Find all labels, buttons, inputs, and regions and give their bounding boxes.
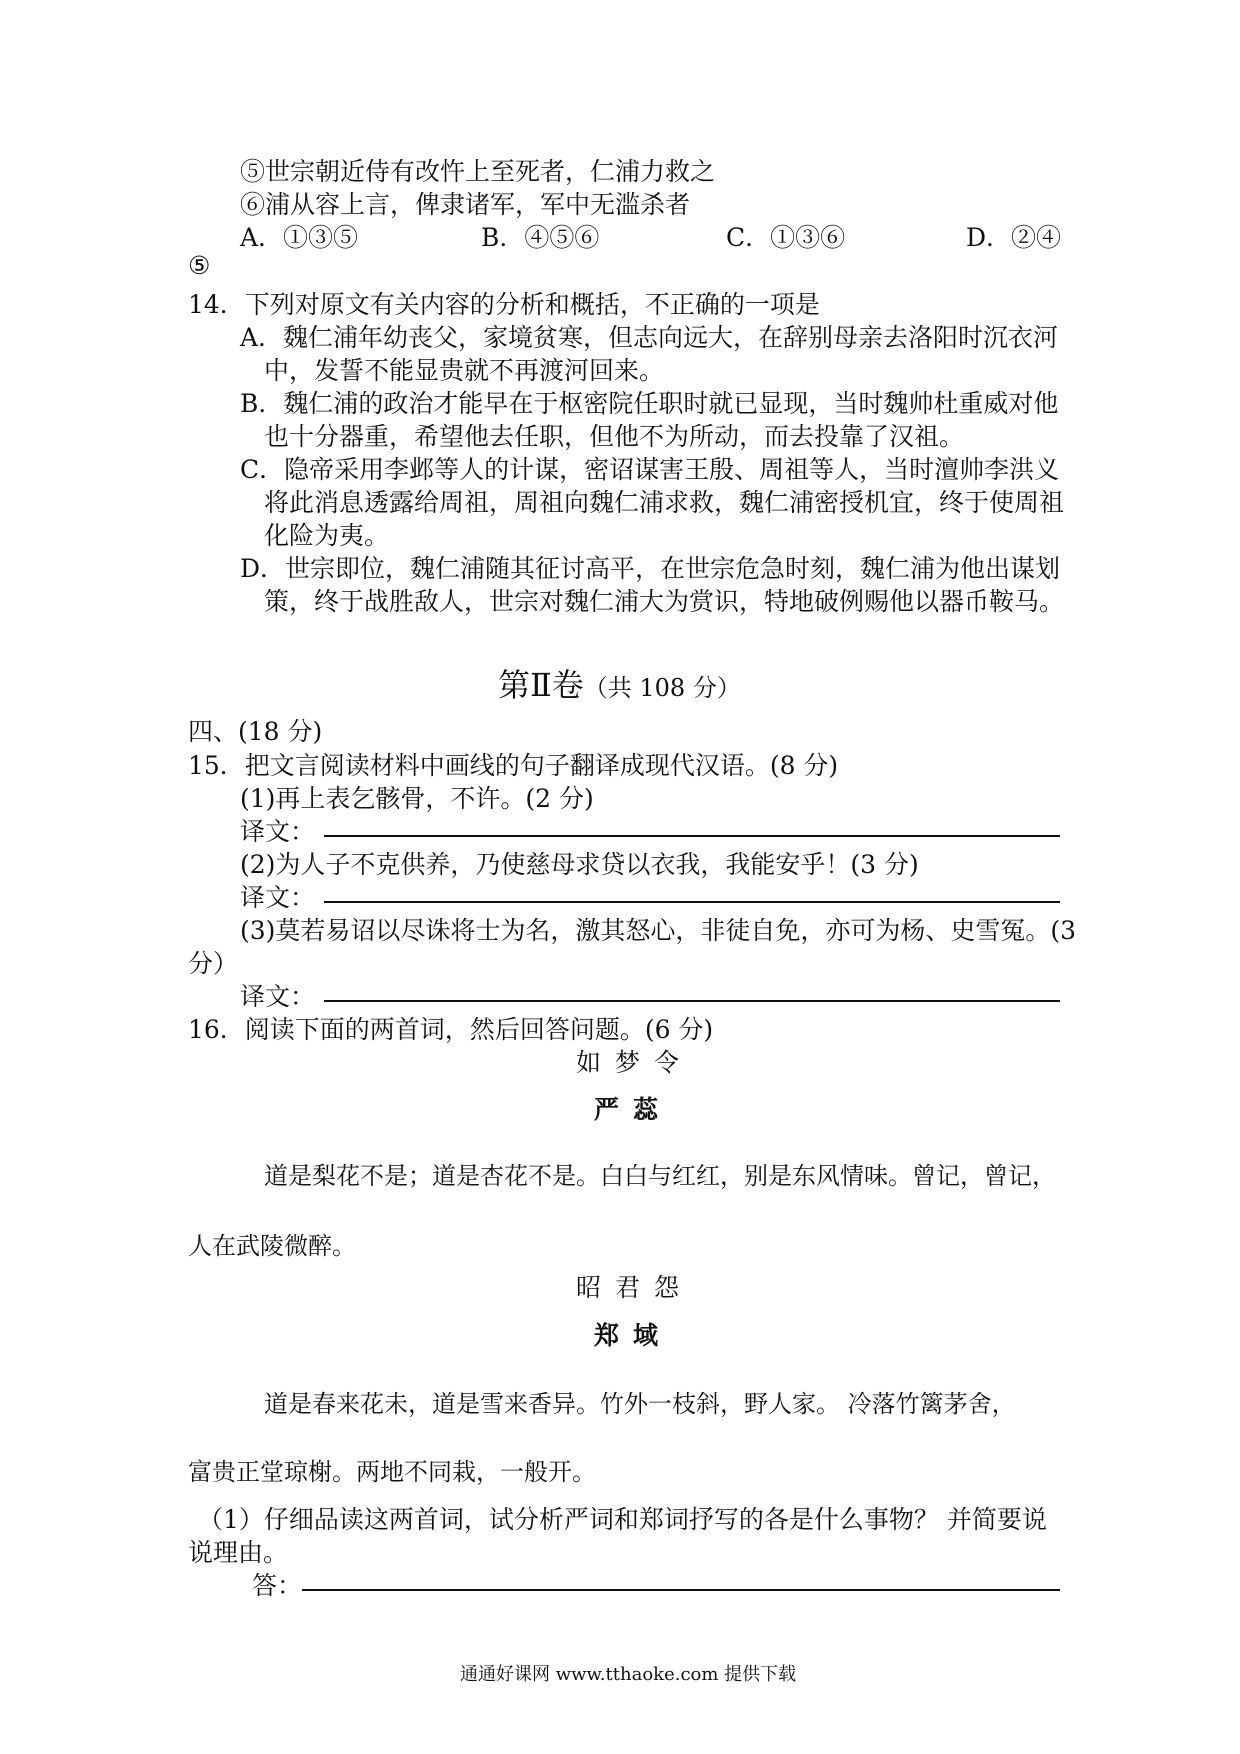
q14-stem: 14．下列对原文有关内容的分析和概括，不正确的一项是 <box>188 290 820 319</box>
q13-option-d: D．②④ <box>966 223 1062 252</box>
q13-option-d-continued: ⑤ <box>188 251 211 280</box>
poem2-line2: 富贵正堂琼榭。两地不同栽，一般开。 <box>188 1458 596 1486</box>
q14-option-b-line2: 也十分器重，希望他去任职，但他不为所动，而去投靠了汉祖。 <box>264 422 965 451</box>
q14-option-c-line1: C．隐帝采用李邺等人的计谋，密诏谋害王殷、周祖等人，当时澶帅李洪义 <box>240 455 1060 484</box>
q15-part3-line2: 分） <box>188 949 239 978</box>
part2-heading <box>498 660 741 706</box>
answer-line[interactable] <box>302 1589 1060 1591</box>
q13-option-a: A．①③⑤ <box>240 223 359 252</box>
poem1-line2: 人在武陵微醉。 <box>188 1232 356 1260</box>
answer-label: 答： <box>252 1571 303 1600</box>
section4-header: 四、(18 分) <box>188 717 323 746</box>
q13-option-b: B．④⑤⑥ <box>481 223 600 252</box>
poem1-title: 如梦令 <box>576 1048 694 1077</box>
answer-label: 译文： <box>240 982 316 1011</box>
q13-item-6: ⑥浦从容上言，俾隶诸军，军中无滥杀者 <box>240 190 691 219</box>
q13-item-5: ⑤世宗朝近侍有改忤上至死者，仁浦力救之 <box>240 157 716 186</box>
q14-option-b-line1: B．魏仁浦的政治才能早在于枢密院任职时就已显现，当时魏帅杜重威对他 <box>240 389 1059 418</box>
part2-score: （共 108 分） <box>583 674 741 702</box>
q14-option-d-line2: 策，终于战胜敌人，世宗对魏仁浦大为赏识，特地破例赐他以器币鞍马。 <box>264 587 1065 616</box>
poem2-author: 郑域 <box>594 1321 673 1350</box>
q14-option-c-line2: 将此消息透露给周祖，周祖向魏仁浦求救，魏仁浦密授机宜，终于使周祖 <box>264 488 1065 517</box>
q14-option-c-line3: 化险为夷。 <box>264 521 390 550</box>
poem1-author: 严蕊 <box>594 1095 673 1124</box>
q16-stem: 16．阅读下面的两首词，然后回答问题。(6 分) <box>188 1015 714 1044</box>
q15-part3-line1: (3)莫若易诏以尽诛将士为名，激其怒心，非徒自免，亦可为杨、史雪冤。(3 <box>240 916 1077 945</box>
answer-line[interactable] <box>324 835 1060 837</box>
q15-part2: (2)为人子不克供养，乃使慈母求贷以衣我，我能安乎！(3 分) <box>240 850 919 879</box>
poem2-title: 昭君怨 <box>576 1273 694 1302</box>
q16-part1-line2: 说理由。 <box>188 1538 289 1567</box>
answer-label: 译文： <box>240 817 316 846</box>
q14-option-a-line1: A．魏仁浦年幼丧父，家境贫寒，但志向远大，在辞别母亲去洛阳时沉衣河 <box>240 323 1059 352</box>
answer-line[interactable] <box>324 901 1060 903</box>
poem1-line1: 道是梨花不是；道是杏花不是。白白与红红，别是东风情味。曾记，曾记， <box>264 1162 1056 1190</box>
q16-part1-line1: （1）仔细品读这两首词，试分析严词和郑词抒写的各是什么事物？ 并简要说 <box>198 1505 1047 1534</box>
q14-option-d-line1: D．世宗即位，魏仁浦随其征讨高平，在世宗危急时刻，魏仁浦为他出谋划 <box>240 554 1061 583</box>
q13-option-c: C．①③⑥ <box>726 223 846 252</box>
poem2-line1: 道是春来花未，道是雪来香异。竹外一枝斜，野人家。 冷落竹篱茅舍， <box>264 1390 1016 1418</box>
q15-stem: 15．把文言阅读材料中画线的句子翻译成现代汉语。(8 分) <box>188 751 839 780</box>
part2-title: 第Ⅱ卷 <box>498 666 584 704</box>
q15-part1: (1)再上表乞骸骨，不许。(2 分) <box>240 784 594 813</box>
q14-option-a-line2: 中，发誓不能显贵就不再渡河回来。 <box>264 356 665 385</box>
answer-line[interactable] <box>324 1000 1060 1002</box>
page-footer: 通通好课网 www.tthaoke.com 提供下载 <box>460 1664 797 1685</box>
answer-label: 译文： <box>240 883 316 912</box>
